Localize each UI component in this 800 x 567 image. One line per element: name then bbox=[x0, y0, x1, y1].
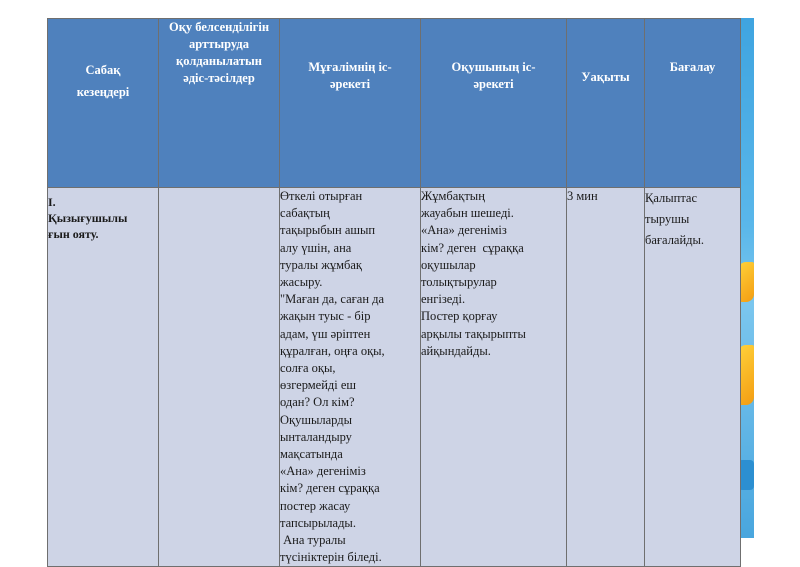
cell-stage: І. Қызығушылы ғын ояту. bbox=[48, 188, 159, 567]
table-row bbox=[48, 188, 741, 567]
cell-time: 3 мин bbox=[567, 188, 645, 567]
header-assessment: Бағалау bbox=[645, 19, 741, 188]
header-teacher-activity: Мұғалімнің іс- әрекеті bbox=[280, 19, 421, 188]
lesson-plan-table bbox=[47, 18, 741, 567]
header-methods: Оқу белсенділігін арттыруда қолданылатын әдіс-тәсілдер bbox=[159, 19, 280, 188]
cell-methods bbox=[159, 188, 280, 567]
cell-teacher-activity: Өткелі отырған сабақтың тақырыбын ашып алу үшін, ана туралы жұмбақ жасыру. "Маған да, саған да жақын туыс - бір адам, үш әріптен құралған, оңға оқы, солға оқы, өзгермейді еш одан? Ол кім? Оқушыларды ынталандыру мақсатында «Ана» дегеніміз кім? деген сұраққа постер жасау тапсырылады. Ана туралы түсініктерін біледі. bbox=[280, 188, 421, 567]
header-stages: Сабақ кезеңдері bbox=[48, 19, 159, 188]
cell-assessment: Қалыптас тырушы бағалайды. bbox=[645, 188, 741, 567]
header-time: Уақыты bbox=[567, 19, 645, 188]
header-student-activity: Оқушының іс- әрекеті bbox=[421, 19, 567, 188]
cell-student-activity: Жұмбақтың жауабын шешеді. «Ана» дегеніміз кім? деген сұраққа оқушылар толықтырулар енгізеді. Постер қорғау арқылы тақырыпты айқындайды. bbox=[421, 188, 567, 567]
table-header-row bbox=[48, 19, 741, 188]
